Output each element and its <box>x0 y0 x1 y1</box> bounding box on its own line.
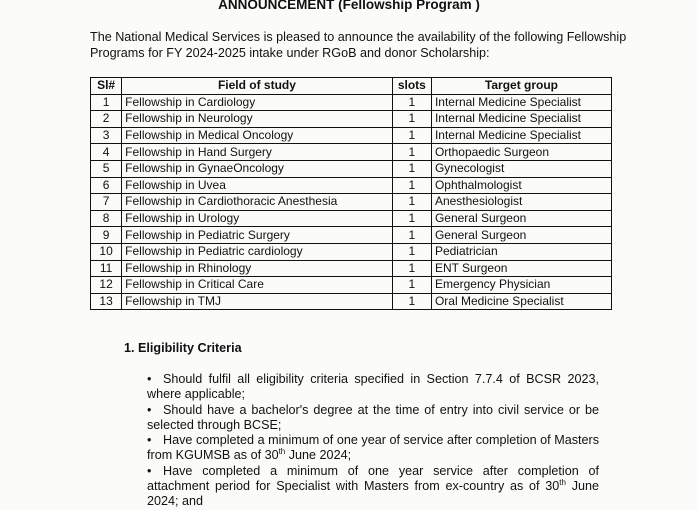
header-field-of-study: Field of study <box>122 78 393 95</box>
row-target-cell: General Surgeon <box>431 210 611 227</box>
row-slots-cell: 1 <box>392 177 431 194</box>
eligibility-item <box>147 403 599 434</box>
row-field-cell: Fellowship in Cardiology <box>122 94 393 111</box>
row-slots-cell: 1 <box>392 277 431 294</box>
row-field-cell: Fellowship in Critical Care <box>122 277 393 294</box>
eligibility-item-text: Should fulfil all eligibility criteria specified in Section 7.7.4 of BCSR 2023, where applicable; <box>147 372 599 402</box>
table-row <box>91 260 612 277</box>
row-target-cell: Ophthalmologist <box>431 177 611 194</box>
table-row <box>91 111 612 128</box>
announcement-title: ANNOUNCEMENT (Fellowship Program ) <box>218 0 480 12</box>
row-target-cell: Internal Medicine Specialist <box>431 94 611 111</box>
row-field-cell: Fellowship in Cardiothoracic Anesthesia <box>122 194 393 211</box>
row-sl-cell: 2 <box>91 111 122 128</box>
eligibility-item <box>147 433 599 464</box>
table-body <box>91 94 612 310</box>
table-row <box>91 160 612 177</box>
eligibility-item <box>147 372 599 403</box>
row-slots-cell: 1 <box>392 227 431 244</box>
bullet-icon: • <box>147 463 152 478</box>
row-target-cell: Oral Medicine Specialist <box>431 293 611 310</box>
row-field-cell: Fellowship in Uvea <box>122 177 393 194</box>
row-slots-cell: 1 <box>392 111 431 128</box>
row-field-cell: Fellowship in Pediatric cardiology <box>122 243 393 260</box>
row-target-cell: Internal Medicine Specialist <box>431 111 611 128</box>
intro-paragraph: The National Medical Services is pleased to announce the availability of the following Fellowship Programs for FY 2024-2025 intake under RGoB and donor Scholarship: <box>90 30 627 60</box>
row-slots-cell: 1 <box>392 94 431 111</box>
row-field-cell: Fellowship in Neurology <box>122 111 393 128</box>
row-field-cell: Fellowship in GynaeOncology <box>122 160 393 177</box>
header-sl: Sl# <box>91 78 122 95</box>
table-row <box>91 94 612 111</box>
row-target-cell: Internal Medicine Specialist <box>431 127 611 144</box>
row-target-cell: Gynecologist <box>431 160 611 177</box>
row-sl-cell: 9 <box>91 227 122 244</box>
eligibility-list <box>147 372 599 510</box>
row-sl-cell: 1 <box>91 94 122 111</box>
bullet-icon: • <box>147 372 152 386</box>
table-row <box>91 293 612 310</box>
eligibility-item-text: Have completed a minimum of one year of service after completion of Masters from KGUMSB as of 30 <box>147 433 599 463</box>
row-sl-cell: 6 <box>91 177 122 194</box>
row-field-cell: Fellowship in Pediatric Surgery <box>122 227 393 244</box>
ordinal-suffix: th <box>559 477 566 487</box>
ordinal-suffix: th <box>278 447 286 457</box>
bullet-icon: • <box>147 433 152 448</box>
bullet-icon: • <box>147 402 152 417</box>
row-sl-cell: 5 <box>91 160 122 177</box>
row-field-cell: Fellowship in Rhinology <box>122 260 393 277</box>
row-target-cell: Emergency Physician <box>431 277 611 294</box>
row-slots-cell: 1 <box>392 293 431 310</box>
row-target-cell: General Surgeon <box>431 227 611 244</box>
row-sl-cell: 11 <box>91 260 122 277</box>
row-field-cell: Fellowship in Hand Surgery <box>122 144 393 161</box>
row-target-cell: Anesthesiologist <box>431 194 611 211</box>
header-slots: slots <box>392 78 431 95</box>
eligibility-item-text: Have completed a minimum of one year service after completion of attachment period for Specialist with Masters from ex-country as of 30 <box>147 463 599 494</box>
row-target-cell: ENT Surgeon <box>431 260 611 277</box>
fellowship-table <box>90 77 612 310</box>
row-sl-cell: 3 <box>91 127 122 144</box>
row-slots-cell: 1 <box>392 260 431 277</box>
table-row <box>91 127 612 144</box>
table-row <box>91 144 612 161</box>
eligibility-item-text-end: June 2024; and <box>147 479 600 509</box>
table-header-row <box>91 78 612 95</box>
eligibility-item <box>147 464 599 510</box>
row-field-cell: Fellowship in Urology <box>122 210 393 227</box>
row-sl-cell: 12 <box>91 277 122 294</box>
row-target-cell: Orthopaedic Surgeon <box>431 144 611 161</box>
row-target-cell: Pediatrician <box>431 243 611 260</box>
row-slots-cell: 1 <box>392 194 431 211</box>
table-row <box>91 210 612 227</box>
eligibility-item-text-end: June 2024; <box>285 448 352 463</box>
row-field-cell: Fellowship in Medical Oncology <box>122 127 393 144</box>
eligibility-item-text: Should have a bachelor's degree at the time of entry into civil service or be selected through BCSE; <box>147 402 599 432</box>
row-slots-cell: 1 <box>392 160 431 177</box>
row-slots-cell: 1 <box>392 144 431 161</box>
table-row <box>91 194 612 211</box>
table-row <box>91 277 612 294</box>
eligibility-heading: 1. Eligibility Criteria <box>124 341 242 355</box>
table-row <box>91 243 612 260</box>
row-slots-cell: 1 <box>392 127 431 144</box>
row-sl-cell: 13 <box>91 293 122 310</box>
header-target-group: Target group <box>431 78 611 95</box>
row-sl-cell: 10 <box>91 243 122 260</box>
table-row <box>91 227 612 244</box>
table-row <box>91 177 612 194</box>
row-slots-cell: 1 <box>392 243 431 260</box>
row-sl-cell: 7 <box>91 194 122 211</box>
row-slots-cell: 1 <box>392 210 431 227</box>
row-sl-cell: 4 <box>91 144 122 161</box>
row-field-cell: Fellowship in TMJ <box>122 293 393 310</box>
row-sl-cell: 8 <box>91 210 122 227</box>
